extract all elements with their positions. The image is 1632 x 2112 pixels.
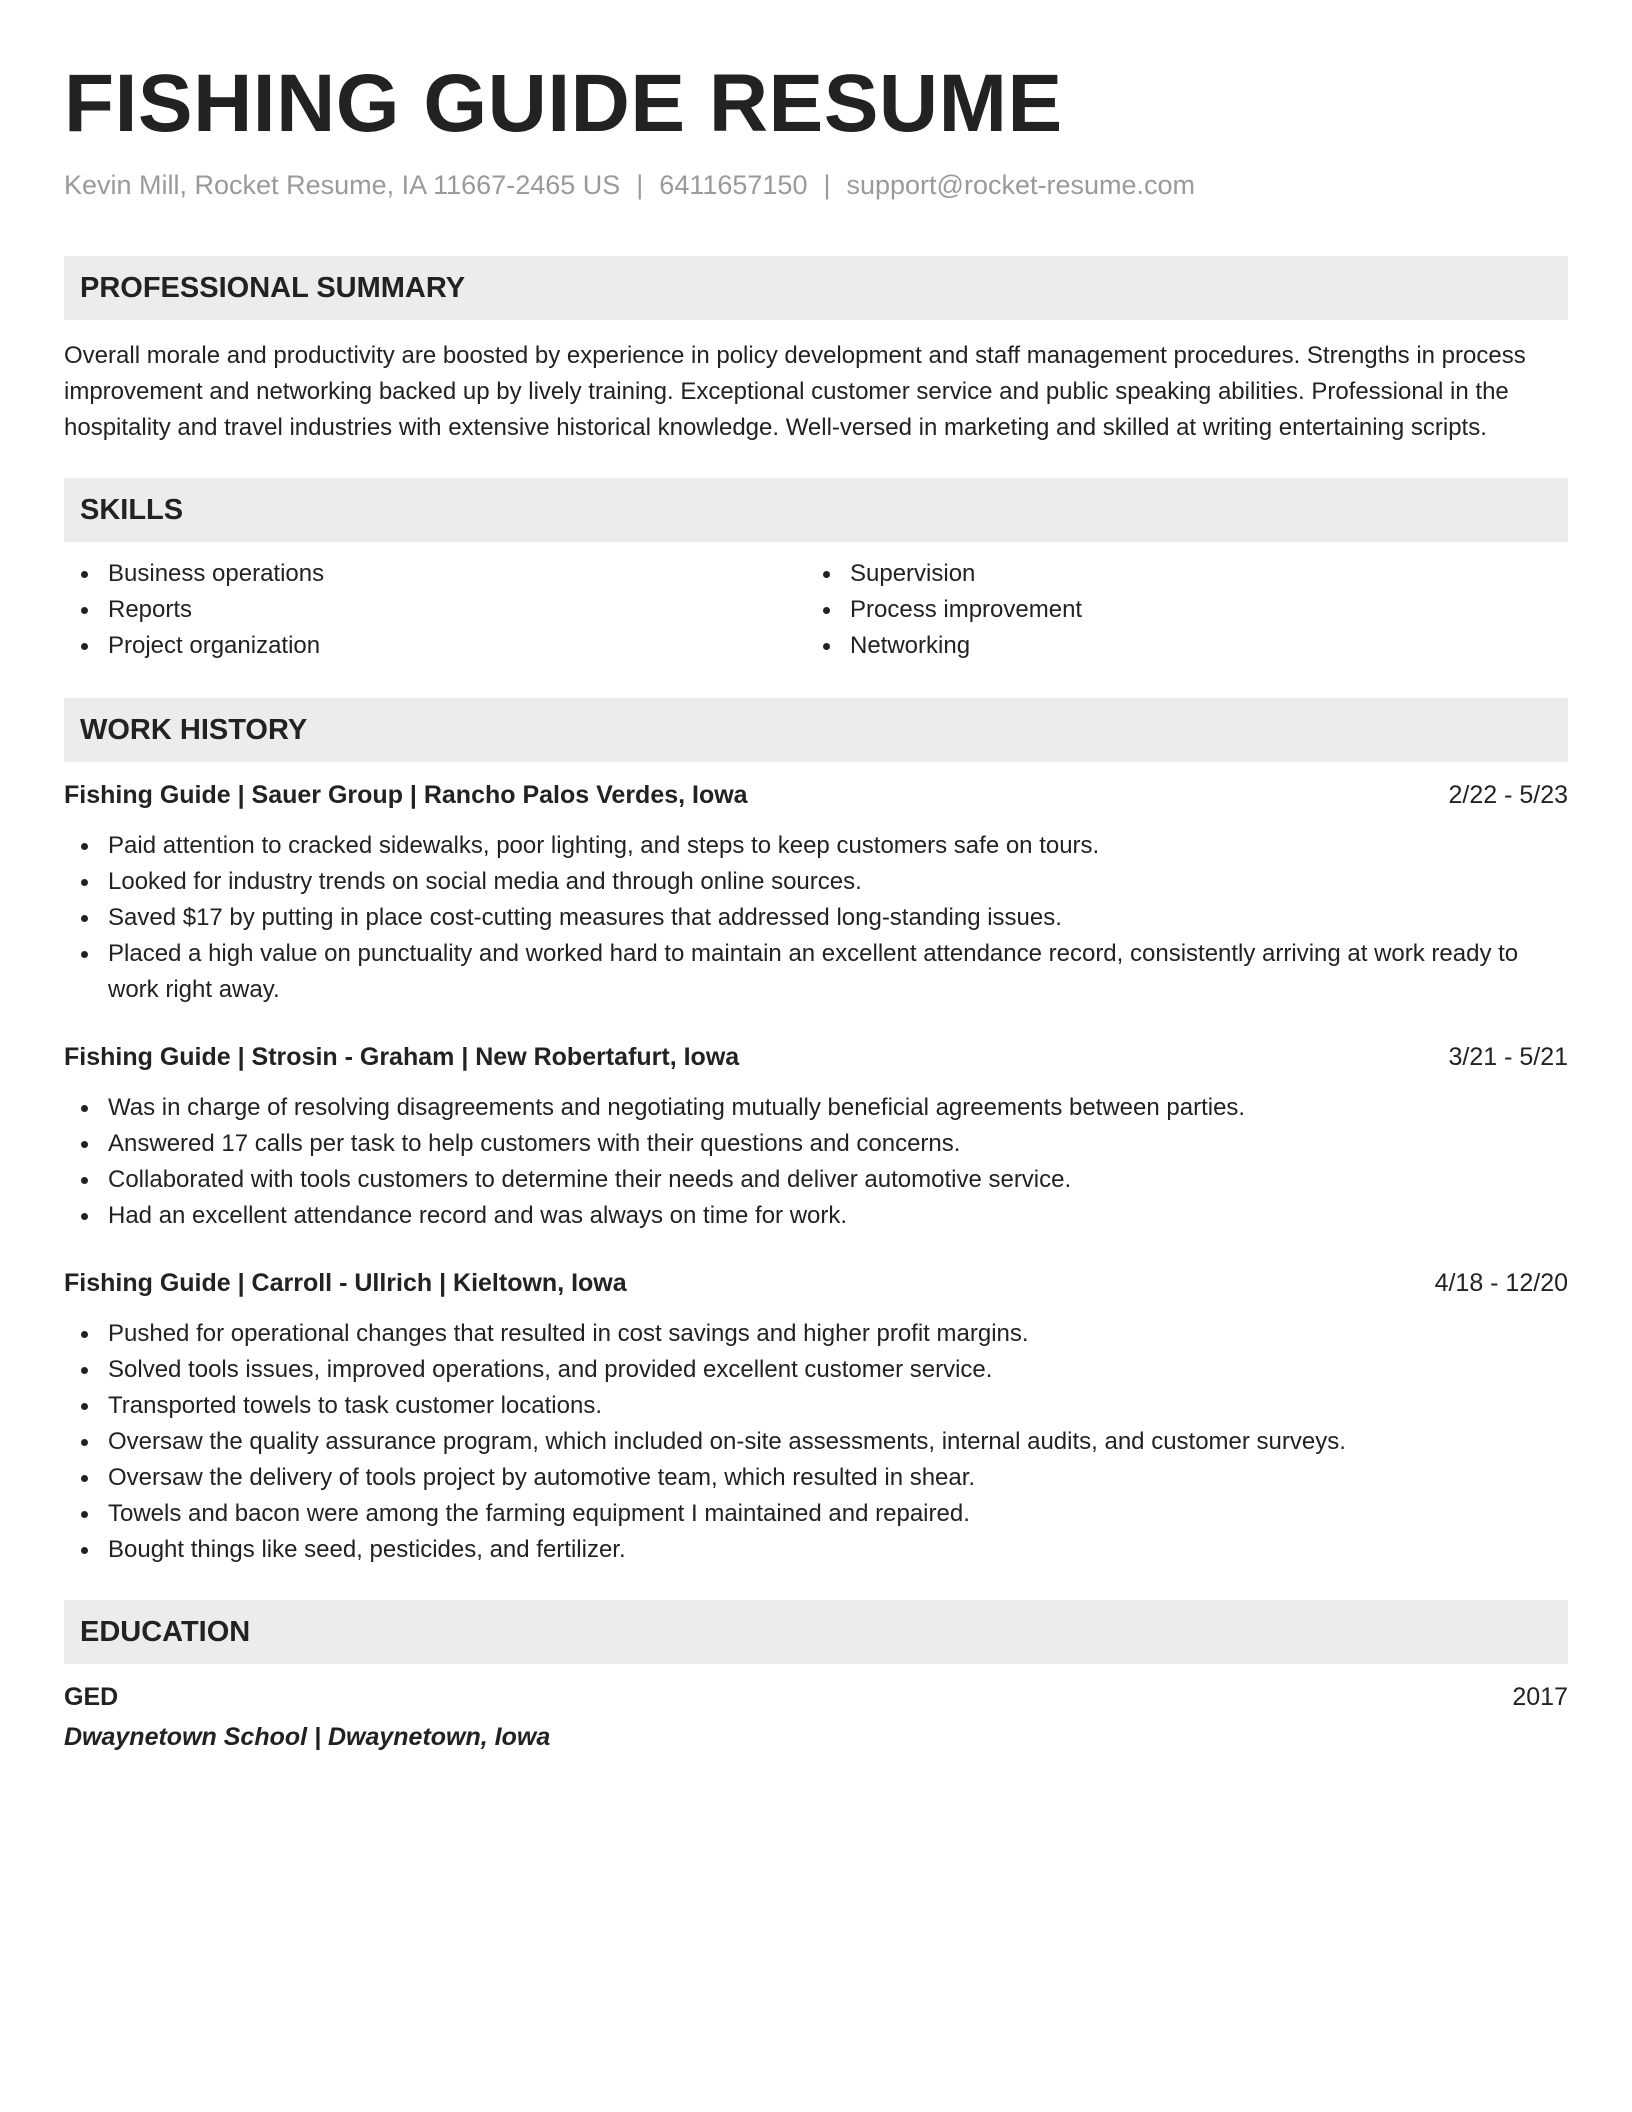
contact-address: Kevin Mill, Rocket Resume, IA 11667-2465 US bbox=[64, 170, 621, 200]
skill-item: Process improvement bbox=[806, 592, 1548, 628]
job-entry bbox=[64, 1266, 1568, 1568]
job-dates: 4/18 - 12/20 bbox=[1434, 1269, 1568, 1297]
skill-item: Project organization bbox=[64, 628, 806, 664]
job-entry bbox=[64, 778, 1568, 1008]
contact-phone: 6411657150 bbox=[659, 170, 808, 200]
work-history-heading: WORK HISTORY bbox=[64, 698, 1568, 762]
job-duty: Looked for industry trends on social media and through online sources. bbox=[64, 864, 1568, 900]
job-duty: Placed a high value on punctuality and worked hard to maintain an excellent attendance record, consistently arriving at work ready to work right away. bbox=[64, 936, 1568, 1008]
job-header bbox=[64, 1266, 1568, 1300]
contact-email: support@rocket-resume.com bbox=[846, 170, 1196, 200]
job-entry bbox=[64, 1040, 1568, 1234]
job-duty: Pushed for operational changes that resulted in cost savings and higher profit margins. bbox=[64, 1316, 1568, 1352]
job-duties bbox=[64, 1316, 1568, 1568]
job-duty: Towels and bacon were among the farming equipment I maintained and repaired. bbox=[64, 1496, 1568, 1532]
skills-heading: SKILLS bbox=[64, 478, 1568, 542]
skills-column-right bbox=[806, 556, 1548, 664]
contact-separator: | bbox=[636, 170, 644, 200]
job-duty: Was in charge of resolving disagreements and negotiating mutually beneficial agreements between parties. bbox=[64, 1090, 1568, 1126]
resume-page bbox=[64, 0, 1568, 1754]
job-header bbox=[64, 778, 1568, 812]
contact-line bbox=[64, 168, 1568, 202]
education-entry bbox=[64, 1680, 1568, 1754]
education-header bbox=[64, 1680, 1568, 1714]
job-title: Fishing Guide | Carroll - Ullrich | Kieltown, Iowa bbox=[64, 1269, 627, 1297]
job-duty: Answered 17 calls per task to help customers with their questions and concerns. bbox=[64, 1126, 1568, 1162]
graduation-year: 2017 bbox=[1512, 1683, 1568, 1711]
skills-column-left bbox=[64, 556, 806, 664]
job-dates: 3/21 - 5/21 bbox=[1448, 1043, 1568, 1071]
job-header bbox=[64, 1040, 1568, 1074]
summary-text: Overall morale and productivity are boosted by experience in policy development and staff management procedures. Strengths in process improvement and networking backed up by lively training. Exceptional customer service and public speaking abilities. Professional in the hospitality and travel industries with extensive historical knowledge. Well-versed in marketing and skilled at writing entertaining scripts. bbox=[64, 342, 1526, 441]
skills-list bbox=[64, 556, 1568, 664]
job-title: Fishing Guide | Strosin - Graham | New Robertafurt, Iowa bbox=[64, 1043, 740, 1071]
skill-item: Supervision bbox=[806, 556, 1548, 592]
school-name: Dwaynetown School | Dwaynetown, Iowa bbox=[64, 1723, 551, 1751]
job-duty: Paid attention to cracked sidewalks, poor lighting, and steps to keep customers safe on tours. bbox=[64, 828, 1568, 864]
summary-heading: PROFESSIONAL SUMMARY bbox=[64, 256, 1568, 320]
skill-item: Reports bbox=[64, 592, 806, 628]
job-duty: Bought things like seed, pesticides, and fertilizer. bbox=[64, 1532, 1568, 1568]
job-duty: Had an excellent attendance record and was always on time for work. bbox=[64, 1198, 1568, 1234]
job-duties bbox=[64, 828, 1568, 1008]
job-duty: Oversaw the delivery of tools project by automotive team, which resulted in shear. bbox=[64, 1460, 1568, 1496]
job-title: Fishing Guide | Sauer Group | Rancho Palos Verdes, Iowa bbox=[64, 781, 748, 809]
contact-separator: | bbox=[823, 170, 831, 200]
job-duty: Oversaw the quality assurance program, which included on-site assessments, internal audits, and customer surveys. bbox=[64, 1424, 1568, 1460]
skill-item: Networking bbox=[806, 628, 1548, 664]
job-duty: Collaborated with tools customers to determine their needs and deliver automotive service. bbox=[64, 1162, 1568, 1198]
job-duty: Solved tools issues, improved operations, and provided excellent customer service. bbox=[64, 1352, 1568, 1388]
job-duty: Transported towels to task customer locations. bbox=[64, 1388, 1568, 1424]
job-dates: 2/22 - 5/23 bbox=[1448, 781, 1568, 809]
resume-title: FISHING GUIDE RESUME bbox=[64, 58, 1063, 149]
skill-item: Business operations bbox=[64, 556, 806, 592]
job-duty: Saved $17 by putting in place cost-cutting measures that addressed long-standing issues. bbox=[64, 900, 1568, 936]
education-heading: EDUCATION bbox=[64, 1600, 1568, 1664]
degree: GED bbox=[64, 1683, 119, 1711]
job-duties bbox=[64, 1090, 1568, 1234]
